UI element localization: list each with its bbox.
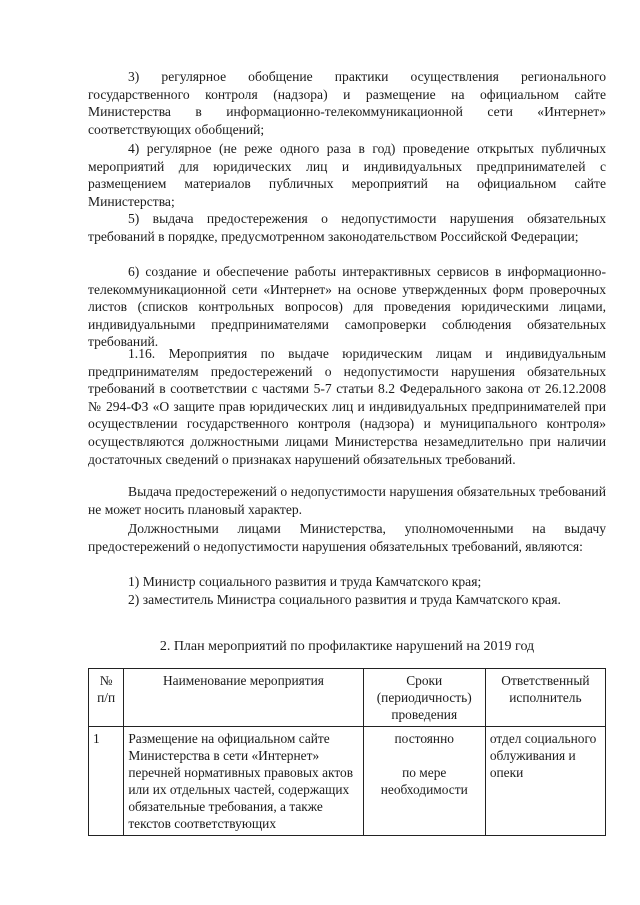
- cell-term-line-1: постоянно: [394, 731, 454, 746]
- table-header-row: [89, 669, 606, 727]
- paragraph-item-4: [88, 140, 606, 210]
- paragraph-official-2: [88, 591, 606, 609]
- paragraph-text: Должностными лицами Министерства, уполномоченными на выдачу предостережений о недопустимости нарушения обязательных требований, являются:: [88, 521, 606, 554]
- cell-name: Размещение на официальном сайте Министерства в сети «Интернет» перечней нормативных правовых актов или их отдельных частей, содержащих обязательные требования, а также текстов соответствующих: [124, 727, 363, 836]
- paragraph-1-16: [88, 345, 606, 468]
- paragraph-text: Выдача предостережений о недопустимости нарушения обязательных требований не может носить плановый характер.: [88, 484, 606, 517]
- table-row: [89, 727, 606, 836]
- section-heading: 2. План мероприятий по профилактике нарушений на 2019 год: [159, 639, 535, 654]
- paragraph-official-1: [88, 573, 606, 591]
- cell-term-line-2: по мере необходимости: [380, 765, 468, 797]
- paragraph-text: 1.16. Мероприятия по выдаче юридическим лицам и индивидуальным предпринимателям предостережений о недопустимости нарушения обязательных требований в соответствии с частями 5-7 статьи 8.2 Федерального закона от 26.12.2008 № 294-ФЗ «О защите прав юридических лиц и индивидуальных предпринимателей при осуществлении государственного контроля (надзора) и муниципального контроля» осуществляются должностными лицами Министерства незамедлительно при наличии достаточных сведений о признаках нарушений обязательных требований.: [88, 346, 606, 467]
- header-name: Наименование мероприятия: [124, 669, 363, 727]
- paragraph-text: 6) создание и обеспечение работы интерактивных сервисов в информационно-телекоммуникационной сети «Интернет» на основе утвержденных форм проверочных листов (списков контрольных вопросов) для проведения юридическими лицами, индивидуальными предпринимателями самопроверки соблюдения обязательных требований.: [88, 264, 606, 350]
- paragraph-item-6: [88, 263, 606, 351]
- header-term: Сроки (периодичность) проведения: [363, 669, 485, 727]
- paragraph-text: 4) регулярное (не реже одного раза в год) проведение открытых публичных мероприятий для юридических лиц и индивидуальных предпринимателей с размещением материалов публичных мероприятий на официальном сайте Министерства;: [88, 141, 606, 209]
- paragraph-text: 1) Министр социального развития и труда Камчатского края;: [128, 574, 482, 589]
- paragraph-item-5: [88, 210, 606, 245]
- paragraph-text: 5) выдача предостережения о недопустимости нарушения обязательных требований в порядке, предусмотренном законодательством Российской Федерации;: [88, 211, 606, 244]
- paragraph-item-3: [88, 68, 606, 138]
- paragraph-officials: [88, 520, 606, 555]
- header-num: № п/п: [89, 669, 124, 727]
- header-resp: Ответственный исполнитель: [485, 669, 605, 727]
- cell-term: [363, 727, 485, 836]
- paragraph-warning-not-planned: [88, 483, 606, 518]
- cell-resp: отдел социального облуживания и опеки: [485, 727, 605, 836]
- plan-table: [88, 668, 606, 836]
- paragraph-text: 3) регулярное обобщение практики осуществления регионального государственного контроля (надзора) и размещение на официальном сайте Министерства в информационно-телекоммуникационной сети «Интернет» соответствующих обобщений;: [88, 69, 606, 137]
- paragraph-text: 2) заместитель Министра социального развития и труда Камчатского края.: [128, 592, 561, 607]
- cell-num: 1: [89, 727, 124, 836]
